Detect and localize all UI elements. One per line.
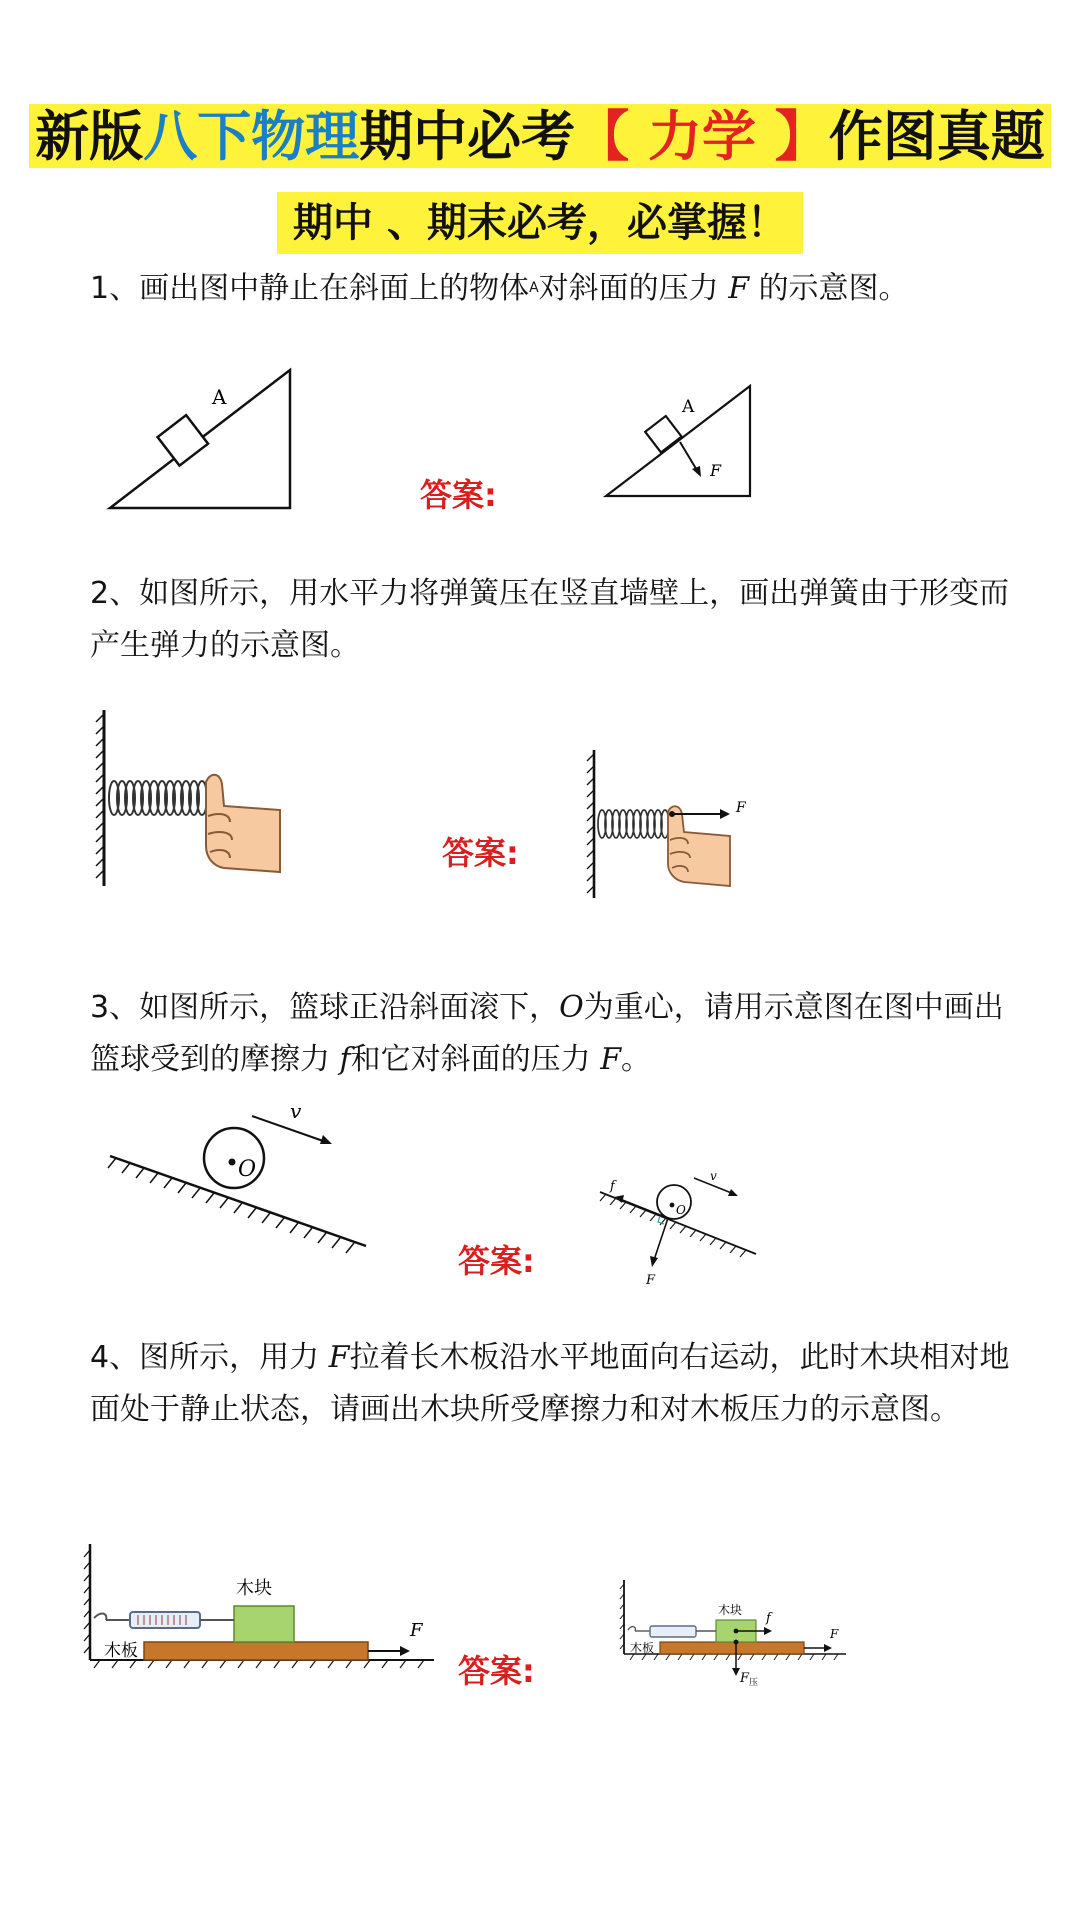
page-title	[0, 98, 1080, 174]
q2-answer-spring	[598, 810, 669, 838]
q4-friction-arrowhead	[764, 1627, 772, 1635]
q2-number: 2、	[90, 576, 140, 611]
q4-force-label: F	[410, 1620, 423, 1641]
q4-text-b: 拉着长木板沿水平地面向右运动，此时木块相对地面处于静止状态，请画出木块所受摩擦力和对木板压力的示意图。	[90, 1340, 1010, 1427]
q1-answer-block	[645, 416, 681, 452]
q4-pressure-letter: F	[740, 1671, 750, 1686]
q4-answer-board	[660, 1642, 804, 1654]
q4-friction-label: f	[766, 1611, 771, 1626]
q4-force-arrowhead	[400, 1646, 410, 1656]
q1-text-c: 的示意图。	[758, 271, 909, 306]
q3-answer-velocity-label: v	[710, 1169, 717, 1183]
q3-text-d: 。	[621, 1042, 652, 1077]
title-part2: 八下物理	[143, 104, 360, 168]
q3-answer-figure	[596, 1168, 766, 1292]
q4-block-label: 木块	[236, 1578, 272, 1599]
q3-var-o: O	[559, 990, 584, 1025]
q1-var-f: F	[718, 271, 759, 306]
q3-pressure-label: F	[646, 1273, 656, 1288]
q1-answer-figure	[600, 376, 760, 506]
q1-text-a: 画出图中静止在斜面上的物体	[139, 271, 530, 306]
q1-answer-block-label: A	[682, 397, 695, 417]
q4-pressure-subscript: 压	[749, 1678, 759, 1688]
q4-block	[234, 1606, 294, 1642]
q3-velocity-label: v	[290, 1099, 302, 1123]
q2-answer-label: 答案:	[442, 834, 519, 872]
q2-force-label: F	[736, 800, 746, 816]
q3-pressure-arrowhead	[650, 1256, 658, 1267]
q4-problem-figure	[84, 1540, 444, 1670]
q1-small-a: A	[529, 280, 539, 296]
q1-text-b: 对斜面的压力	[538, 271, 719, 306]
title-part4: 【 力学 】	[575, 104, 829, 168]
question-3	[90, 982, 1010, 1086]
q3-answer-center-label: O	[676, 1203, 686, 1217]
q1-number: 1、	[90, 271, 140, 306]
q3-answer-label: 答案:	[458, 1242, 535, 1280]
q4-board-label: 木板	[104, 1641, 138, 1661]
q3-velocity-arrow	[252, 1116, 326, 1142]
question-2	[90, 568, 1010, 672]
q4-answer-block-label: 木块	[718, 1603, 743, 1617]
title-part5: 作图真题	[828, 104, 1045, 168]
q2-answer-figure	[586, 746, 756, 906]
title-part3: 期中必考	[359, 104, 576, 168]
q3-text-b: 为重心，请用示意图在图中画出篮球受到的摩擦力	[90, 990, 1004, 1077]
question-4	[90, 1332, 1010, 1436]
subtitle: 期中 、期末必考，必掌握！	[277, 192, 803, 254]
q2-problem-figure	[94, 706, 294, 896]
q3-center-label: O	[238, 1157, 257, 1182]
q3-center-dot	[229, 1159, 236, 1166]
q1-problem-figure	[100, 360, 300, 520]
q4-answer-board-label: 木板	[630, 1641, 655, 1655]
q3-velocity-arrowhead	[320, 1135, 332, 1144]
q3-text-c: 和它对斜面的压力	[350, 1042, 601, 1077]
q4-answer-figure	[620, 1576, 860, 1696]
title-highlight	[29, 104, 1051, 168]
q3-answer-ball	[657, 1185, 691, 1219]
q4-var-F: F	[328, 1340, 350, 1375]
q4-answer-spring-scale	[650, 1626, 696, 1637]
q2-spring	[109, 781, 207, 815]
q4-board	[144, 1642, 368, 1660]
q2-force-arrowhead	[720, 809, 730, 819]
q4-answer-force-label: F	[830, 1627, 839, 1641]
q1-pressure-arrow	[680, 442, 698, 472]
q4-answer-label: 答案:	[458, 1652, 535, 1690]
q1-block	[158, 415, 208, 465]
q4-pressure-arrowhead	[732, 1668, 740, 1676]
q3-number: 3、	[90, 990, 140, 1025]
q3-var-f: f	[339, 1042, 351, 1077]
subtitle-wrap	[0, 192, 1080, 254]
q3-problem-figure	[104, 1099, 374, 1266]
q4-spring-scale	[130, 1612, 200, 1628]
q4-number: 4、	[90, 1340, 140, 1375]
q1-pressure-arrowhead	[692, 466, 701, 477]
q1-block-label: A	[212, 385, 227, 409]
q1-answer-label: 答案:	[420, 476, 497, 514]
q1-force-label: F	[710, 461, 722, 480]
q4-text-a: 图所示，用力	[139, 1340, 329, 1375]
q4-hook	[94, 1614, 106, 1620]
question-1	[90, 262, 1010, 315]
q2-hand	[206, 775, 280, 872]
q3-text-a: 如图所示，篮球正沿斜面滚下，	[139, 990, 560, 1025]
title-part1: 新版	[35, 104, 144, 168]
q3-friction-label: f	[610, 1179, 615, 1194]
q1-answer-incline	[606, 386, 750, 496]
q3-var-F: F	[600, 1042, 622, 1077]
q2-text: 如图所示，用水平力将弹簧压在竖直墙壁上，画出弹簧由于形变而产生弹力的示意图。	[90, 576, 1010, 663]
q4-pressure-label	[739, 1671, 758, 1688]
